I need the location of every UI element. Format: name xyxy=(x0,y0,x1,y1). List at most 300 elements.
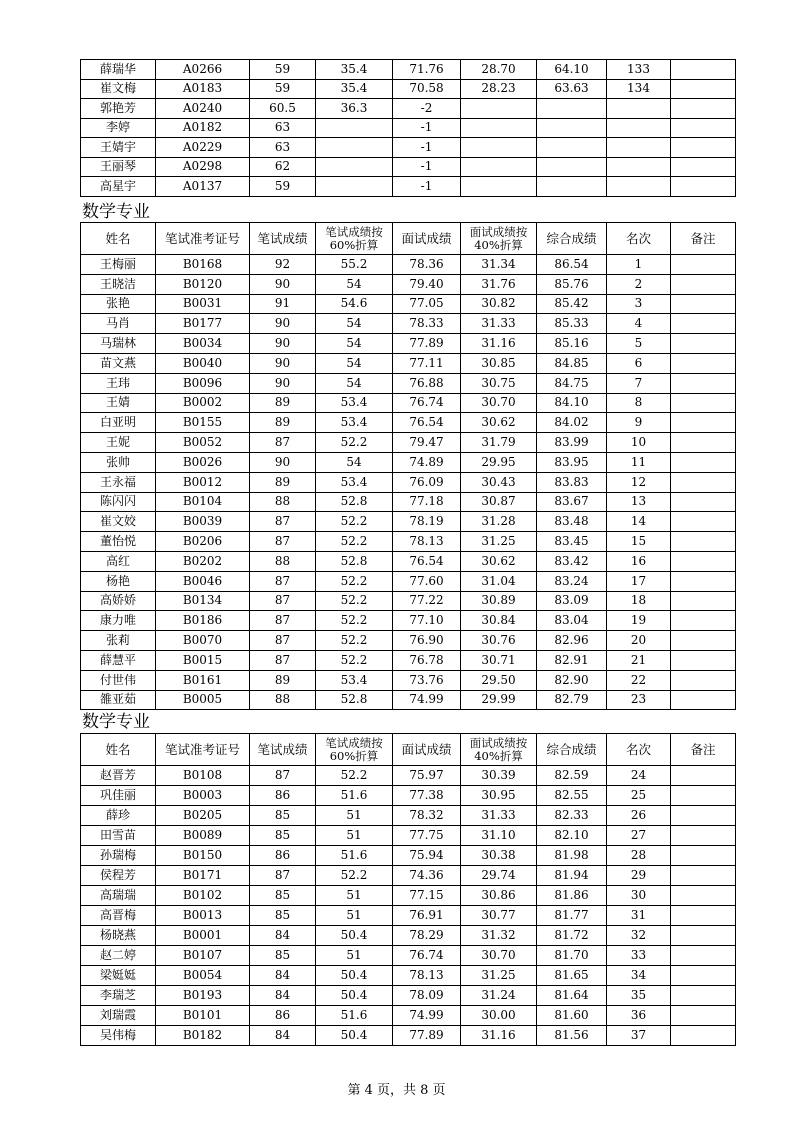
cell-remark xyxy=(671,433,736,453)
cell-name: 巩佳丽 xyxy=(81,786,156,806)
score-table-math-1 xyxy=(80,222,736,710)
cell-rank: 16 xyxy=(607,551,671,571)
cell-written-score: 87 xyxy=(250,631,316,651)
cell-remark xyxy=(671,670,736,690)
cell-name: 杨晓燕 xyxy=(81,926,156,946)
table-row xyxy=(81,886,736,906)
cell-rank: 22 xyxy=(607,670,671,690)
cell-interview-40pct: 29.74 xyxy=(461,866,537,886)
cell-exam-id: B0034 xyxy=(156,334,250,354)
cell-total-score xyxy=(537,157,607,177)
cell-rank: 18 xyxy=(607,591,671,611)
cell-interview-40pct: 31.16 xyxy=(461,1026,537,1046)
cell-written-score: 90 xyxy=(250,373,316,393)
cell-name: 张莉 xyxy=(81,631,156,651)
cell-written-60pct: 51 xyxy=(316,886,393,906)
cell-written-score: 60.5 xyxy=(250,99,316,119)
cell-interview-score: 77.18 xyxy=(393,492,461,512)
header-written-60pct: 笔试成绩按60%折算 xyxy=(316,734,393,766)
cell-name: 赵晋芳 xyxy=(81,766,156,786)
cell-written-60pct: 54.6 xyxy=(316,294,393,314)
cell-interview-40pct: 30.95 xyxy=(461,786,537,806)
cell-interview-40pct: 31.33 xyxy=(461,314,537,334)
cell-interview-score: 75.97 xyxy=(393,766,461,786)
cell-remark xyxy=(671,393,736,413)
cell-interview-40pct xyxy=(461,138,537,158)
cell-total-score: 63.63 xyxy=(537,79,607,99)
cell-written-score: 92 xyxy=(250,255,316,275)
cell-name: 马瑞林 xyxy=(81,334,156,354)
table-row xyxy=(81,452,736,472)
cell-remark xyxy=(671,826,736,846)
cell-written-60pct: 53.4 xyxy=(316,413,393,433)
cell-interview-40pct: 30.87 xyxy=(461,492,537,512)
cell-name: 王玮 xyxy=(81,373,156,393)
cell-remark xyxy=(671,353,736,373)
table-row xyxy=(81,472,736,492)
cell-name: 孙瑞梅 xyxy=(81,846,156,866)
cell-exam-id: B0040 xyxy=(156,353,250,373)
table-row xyxy=(81,433,736,453)
cell-interview-40pct: 30.84 xyxy=(461,611,537,631)
cell-remark xyxy=(671,786,736,806)
table-row xyxy=(81,670,736,690)
cell-rank: 24 xyxy=(607,766,671,786)
cell-name: 王婧 xyxy=(81,393,156,413)
cell-interview-score: 79.47 xyxy=(393,433,461,453)
cell-written-60pct: 54 xyxy=(316,353,393,373)
table-row xyxy=(81,631,736,651)
cell-written-60pct: 52.2 xyxy=(316,591,393,611)
cell-name: 薛瑞华 xyxy=(81,60,156,80)
table-row xyxy=(81,966,736,986)
cell-remark xyxy=(671,906,736,926)
cell-interview-score: 76.91 xyxy=(393,906,461,926)
cell-rank: 12 xyxy=(607,472,671,492)
cell-interview-score: 78.29 xyxy=(393,926,461,946)
cell-interview-score: 76.54 xyxy=(393,413,461,433)
cell-interview-40pct: 29.99 xyxy=(461,690,537,710)
cell-interview-score: 77.89 xyxy=(393,334,461,354)
cell-written-score: 87 xyxy=(250,766,316,786)
cell-interview-score: 76.74 xyxy=(393,393,461,413)
cell-interview-score: 75.94 xyxy=(393,846,461,866)
cell-remark xyxy=(671,846,736,866)
cell-remark xyxy=(671,373,736,393)
cell-remark xyxy=(671,650,736,670)
cell-written-score: 86 xyxy=(250,786,316,806)
cell-name: 苗文燕 xyxy=(81,353,156,373)
cell-interview-40pct: 30.89 xyxy=(461,591,537,611)
cell-remark xyxy=(671,1006,736,1026)
cell-total-score: 82.55 xyxy=(537,786,607,806)
cell-interview-40pct: 30.71 xyxy=(461,650,537,670)
cell-written-60pct: 51.6 xyxy=(316,846,393,866)
cell-interview-40pct: 31.25 xyxy=(461,532,537,552)
cell-exam-id: B0003 xyxy=(156,786,250,806)
cell-exam-id: B0134 xyxy=(156,591,250,611)
cell-name: 崔文姣 xyxy=(81,512,156,532)
cell-interview-40pct: 31.34 xyxy=(461,255,537,275)
cell-rank: 5 xyxy=(607,334,671,354)
cell-name: 赵二婷 xyxy=(81,946,156,966)
cell-total-score xyxy=(537,99,607,119)
cell-written-score: 89 xyxy=(250,393,316,413)
score-table-continued xyxy=(80,59,736,197)
cell-rank: 9 xyxy=(607,413,671,433)
cell-exam-id: A0298 xyxy=(156,157,250,177)
table-row xyxy=(81,118,736,138)
cell-interview-score: 77.60 xyxy=(393,571,461,591)
cell-rank: 27 xyxy=(607,826,671,846)
cell-written-60pct: 35.4 xyxy=(316,60,393,80)
cell-total-score: 82.33 xyxy=(537,806,607,826)
cell-total-score: 82.10 xyxy=(537,826,607,846)
cell-written-60pct: 55.2 xyxy=(316,255,393,275)
cell-exam-id: B0013 xyxy=(156,906,250,926)
cell-interview-40pct: 30.38 xyxy=(461,846,537,866)
cell-total-score: 81.94 xyxy=(537,866,607,886)
table-row xyxy=(81,255,736,275)
cell-total-score: 85.16 xyxy=(537,334,607,354)
cell-remark xyxy=(671,926,736,946)
cell-exam-id: B0161 xyxy=(156,670,250,690)
cell-interview-40pct: 30.70 xyxy=(461,946,537,966)
cell-written-score: 85 xyxy=(250,946,316,966)
cell-total-score: 83.42 xyxy=(537,551,607,571)
cell-interview-40pct: 28.70 xyxy=(461,60,537,80)
cell-total-score: 81.60 xyxy=(537,1006,607,1026)
page-footer: 第 4 页，共 8 页 xyxy=(347,1083,446,1098)
cell-total-score: 82.96 xyxy=(537,631,607,651)
cell-rank: 34 xyxy=(607,966,671,986)
cell-interview-40pct: 28.23 xyxy=(461,79,537,99)
cell-rank: 30 xyxy=(607,886,671,906)
cell-exam-id: B0070 xyxy=(156,631,250,651)
cell-interview-40pct: 30.39 xyxy=(461,766,537,786)
cell-remark xyxy=(671,255,736,275)
header-interview-40pct: 面试成绩按40%折算 xyxy=(461,734,537,766)
cell-interview-40pct: 30.43 xyxy=(461,472,537,492)
cell-written-60pct: 52.2 xyxy=(316,571,393,591)
cell-interview-score: 74.99 xyxy=(393,1006,461,1026)
table-row xyxy=(81,373,736,393)
cell-rank: 32 xyxy=(607,926,671,946)
cell-rank: 2 xyxy=(607,274,671,294)
cell-exam-id: B0155 xyxy=(156,413,250,433)
cell-exam-id: B0108 xyxy=(156,766,250,786)
cell-rank: 133 xyxy=(607,60,671,80)
cell-rank: 7 xyxy=(607,373,671,393)
cell-exam-id: B0096 xyxy=(156,373,250,393)
cell-name: 崔文梅 xyxy=(81,79,156,99)
cell-rank: 36 xyxy=(607,1006,671,1026)
cell-name: 高星宇 xyxy=(81,177,156,197)
cell-written-60pct: 54 xyxy=(316,334,393,354)
cell-name: 薛珍 xyxy=(81,806,156,826)
header-remark: 备注 xyxy=(671,734,736,766)
cell-written-60pct: 52.2 xyxy=(316,532,393,552)
cell-rank: 35 xyxy=(607,986,671,1006)
cell-interview-40pct: 31.10 xyxy=(461,826,537,846)
cell-interview-score: 79.40 xyxy=(393,274,461,294)
cell-total-score: 85.33 xyxy=(537,314,607,334)
cell-rank: 13 xyxy=(607,492,671,512)
table-row xyxy=(81,79,736,99)
cell-rank: 1 xyxy=(607,255,671,275)
cell-total-score: 82.91 xyxy=(537,650,607,670)
cell-total-score: 83.45 xyxy=(537,532,607,552)
cell-rank xyxy=(607,157,671,177)
cell-rank: 20 xyxy=(607,631,671,651)
cell-total-score: 81.86 xyxy=(537,886,607,906)
cell-exam-id: B0182 xyxy=(156,1026,250,1046)
cell-total-score: 84.85 xyxy=(537,353,607,373)
table-row xyxy=(81,138,736,158)
cell-rank: 19 xyxy=(607,611,671,631)
cell-interview-40pct: 30.62 xyxy=(461,551,537,571)
cell-interview-40pct: 31.32 xyxy=(461,926,537,946)
cell-name: 王妮 xyxy=(81,433,156,453)
cell-name: 郭艳芳 xyxy=(81,99,156,119)
cell-written-score: 85 xyxy=(250,806,316,826)
cell-name: 侯程芳 xyxy=(81,866,156,886)
cell-interview-score: 73.76 xyxy=(393,670,461,690)
cell-interview-score: 71.76 xyxy=(393,60,461,80)
cell-written-score: 87 xyxy=(250,591,316,611)
header-total-score: 综合成绩 xyxy=(537,223,607,255)
cell-interview-score: -2 xyxy=(393,99,461,119)
cell-written-score: 87 xyxy=(250,433,316,453)
cell-written-score: 90 xyxy=(250,353,316,373)
cell-exam-id: A0182 xyxy=(156,118,250,138)
table-row xyxy=(81,157,736,177)
cell-total-score: 81.72 xyxy=(537,926,607,946)
cell-interview-score: 78.36 xyxy=(393,255,461,275)
header-name: 姓名 xyxy=(81,734,156,766)
cell-rank: 31 xyxy=(607,906,671,926)
cell-name: 刘瑞霞 xyxy=(81,1006,156,1026)
cell-rank xyxy=(607,118,671,138)
cell-total-score xyxy=(537,118,607,138)
cell-remark xyxy=(671,766,736,786)
cell-interview-40pct: 31.76 xyxy=(461,274,537,294)
table-row xyxy=(81,177,736,197)
cell-remark xyxy=(671,591,736,611)
cell-interview-40pct: 29.95 xyxy=(461,452,537,472)
cell-interview-score: 76.90 xyxy=(393,631,461,651)
cell-exam-id: A0183 xyxy=(156,79,250,99)
cell-remark xyxy=(671,274,736,294)
cell-exam-id: B0031 xyxy=(156,294,250,314)
cell-interview-40pct xyxy=(461,177,537,197)
cell-written-60pct: 51 xyxy=(316,806,393,826)
cell-interview-score: 77.89 xyxy=(393,1026,461,1046)
cell-exam-id: B0012 xyxy=(156,472,250,492)
cell-total-score: 83.48 xyxy=(537,512,607,532)
cell-interview-40pct: 31.25 xyxy=(461,966,537,986)
cell-total-score: 82.59 xyxy=(537,766,607,786)
cell-interview-score: -1 xyxy=(393,177,461,197)
header-interview-score: 面试成绩 xyxy=(393,734,461,766)
cell-exam-id: B0205 xyxy=(156,806,250,826)
cell-interview-score: 74.89 xyxy=(393,452,461,472)
cell-interview-score: -1 xyxy=(393,138,461,158)
cell-interview-40pct: 31.04 xyxy=(461,571,537,591)
header-rank: 名次 xyxy=(607,734,671,766)
cell-interview-40pct xyxy=(461,118,537,138)
cell-exam-id: B0026 xyxy=(156,452,250,472)
cell-total-score: 84.02 xyxy=(537,413,607,433)
cell-written-60pct: 52.2 xyxy=(316,631,393,651)
cell-interview-score: 74.99 xyxy=(393,690,461,710)
cell-interview-40pct: 30.85 xyxy=(461,353,537,373)
header-name: 姓名 xyxy=(81,223,156,255)
cell-written-60pct: 52.2 xyxy=(316,433,393,453)
cell-interview-score: 77.22 xyxy=(393,591,461,611)
cell-remark xyxy=(671,177,736,197)
cell-interview-score: 76.54 xyxy=(393,551,461,571)
cell-rank: 3 xyxy=(607,294,671,314)
table-row xyxy=(81,611,736,631)
cell-remark xyxy=(671,334,736,354)
cell-remark xyxy=(671,452,736,472)
cell-interview-score: 77.75 xyxy=(393,826,461,846)
cell-written-score: 88 xyxy=(250,492,316,512)
table-row xyxy=(81,532,736,552)
table-row xyxy=(81,294,736,314)
cell-interview-score: 76.74 xyxy=(393,946,461,966)
cell-written-score: 84 xyxy=(250,986,316,1006)
table-row xyxy=(81,866,736,886)
cell-written-60pct: 52.2 xyxy=(316,766,393,786)
header-interview-40pct: 面试成绩按40%折算 xyxy=(461,223,537,255)
cell-written-score: 85 xyxy=(250,906,316,926)
cell-written-score: 91 xyxy=(250,294,316,314)
cell-written-60pct xyxy=(316,157,393,177)
cell-name: 雒亚茹 xyxy=(81,690,156,710)
cell-name: 高瑞瑞 xyxy=(81,886,156,906)
header-rank: 名次 xyxy=(607,223,671,255)
cell-written-60pct: 52.8 xyxy=(316,690,393,710)
cell-remark xyxy=(671,472,736,492)
cell-interview-40pct: 31.79 xyxy=(461,433,537,453)
cell-written-score: 87 xyxy=(250,571,316,591)
cell-remark xyxy=(671,99,736,119)
cell-name: 李婷 xyxy=(81,118,156,138)
cell-written-60pct: 50.4 xyxy=(316,926,393,946)
cell-total-score: 81.56 xyxy=(537,1026,607,1046)
cell-exam-id: B0171 xyxy=(156,866,250,886)
cell-name: 高红 xyxy=(81,551,156,571)
cell-name: 高娇娇 xyxy=(81,591,156,611)
table-header-row xyxy=(81,223,736,255)
cell-total-score: 81.98 xyxy=(537,846,607,866)
cell-total-score: 81.65 xyxy=(537,966,607,986)
cell-rank: 28 xyxy=(607,846,671,866)
cell-remark xyxy=(671,157,736,177)
cell-rank: 26 xyxy=(607,806,671,826)
cell-total-score: 84.75 xyxy=(537,373,607,393)
cell-name: 白亚明 xyxy=(81,413,156,433)
cell-interview-score: 78.13 xyxy=(393,532,461,552)
table-row xyxy=(81,690,736,710)
cell-written-score: 90 xyxy=(250,334,316,354)
header-written-60pct: 笔试成绩按60%折算 xyxy=(316,223,393,255)
cell-written-score: 63 xyxy=(250,118,316,138)
cell-name: 梁娗娗 xyxy=(81,966,156,986)
cell-written-score: 59 xyxy=(250,79,316,99)
table-row xyxy=(81,766,736,786)
cell-written-60pct: 51 xyxy=(316,826,393,846)
cell-total-score: 81.70 xyxy=(537,946,607,966)
cell-interview-score: 76.09 xyxy=(393,472,461,492)
table-row xyxy=(81,806,736,826)
cell-name: 田雪苗 xyxy=(81,826,156,846)
cell-interview-score: 77.11 xyxy=(393,353,461,373)
cell-remark xyxy=(671,571,736,591)
cell-name: 康力唯 xyxy=(81,611,156,631)
header-remark: 备注 xyxy=(671,223,736,255)
cell-rank: 21 xyxy=(607,650,671,670)
cell-total-score: 81.64 xyxy=(537,986,607,1006)
cell-remark xyxy=(671,886,736,906)
cell-written-60pct: 35.4 xyxy=(316,79,393,99)
cell-written-score: 89 xyxy=(250,472,316,492)
cell-written-60pct: 52.2 xyxy=(316,650,393,670)
table-row xyxy=(81,60,736,80)
cell-name: 王永福 xyxy=(81,472,156,492)
cell-total-score xyxy=(537,138,607,158)
cell-exam-id: B0046 xyxy=(156,571,250,591)
table-row xyxy=(81,846,736,866)
cell-remark xyxy=(671,631,736,651)
cell-remark xyxy=(671,611,736,631)
cell-written-60pct: 52.8 xyxy=(316,551,393,571)
cell-exam-id: B0120 xyxy=(156,274,250,294)
cell-interview-40pct: 31.33 xyxy=(461,806,537,826)
cell-written-score: 87 xyxy=(250,532,316,552)
cell-name: 董怡悦 xyxy=(81,532,156,552)
table-row xyxy=(81,650,736,670)
cell-exam-id: B0104 xyxy=(156,492,250,512)
cell-written-60pct: 50.4 xyxy=(316,1026,393,1046)
cell-interview-40pct: 31.28 xyxy=(461,512,537,532)
cell-remark xyxy=(671,866,736,886)
cell-written-60pct: 53.4 xyxy=(316,670,393,690)
section-title-math-1: 数学专业 xyxy=(82,202,150,222)
header-interview-score: 面试成绩 xyxy=(393,223,461,255)
cell-exam-id: B0202 xyxy=(156,551,250,571)
cell-remark xyxy=(671,60,736,80)
cell-written-score: 88 xyxy=(250,690,316,710)
cell-written-score: 63 xyxy=(250,138,316,158)
cell-exam-id: B0052 xyxy=(156,433,250,453)
cell-written-60pct: 51 xyxy=(316,946,393,966)
cell-exam-id: B0015 xyxy=(156,650,250,670)
cell-interview-40pct: 30.77 xyxy=(461,906,537,926)
cell-remark xyxy=(671,512,736,532)
header-written-score: 笔试成绩 xyxy=(250,223,316,255)
cell-name: 薛慧平 xyxy=(81,650,156,670)
cell-remark xyxy=(671,806,736,826)
table-row xyxy=(81,906,736,926)
cell-written-60pct: 51 xyxy=(316,906,393,926)
cell-interview-score: 70.58 xyxy=(393,79,461,99)
table-row xyxy=(81,314,736,334)
cell-exam-id: B0206 xyxy=(156,532,250,552)
cell-interview-score: 77.38 xyxy=(393,786,461,806)
